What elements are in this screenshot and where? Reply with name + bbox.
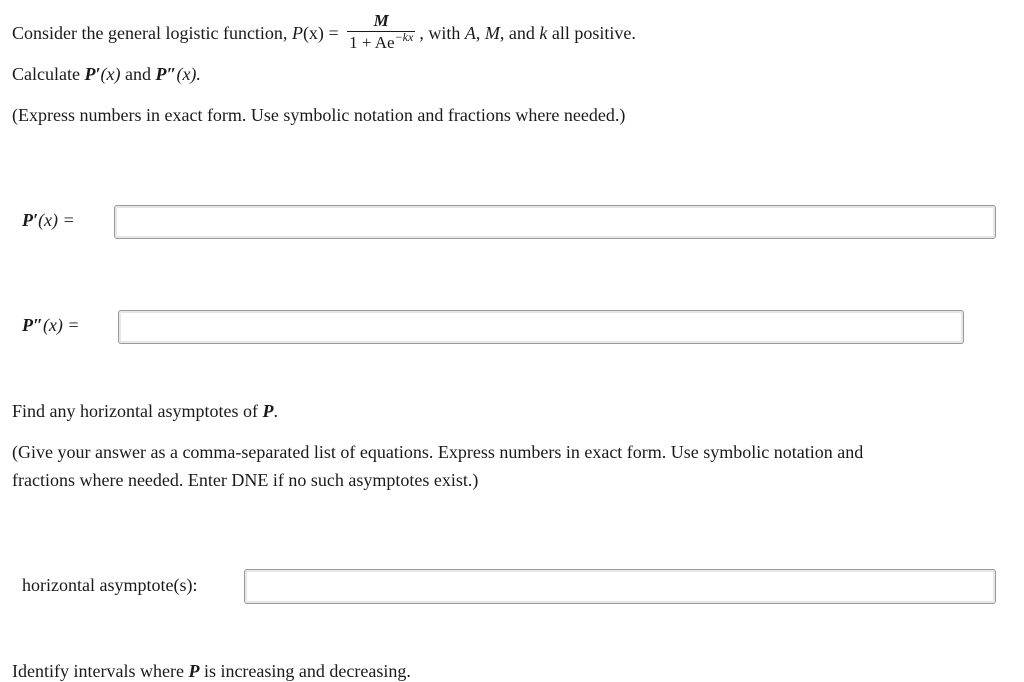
p-prime-symbol: P′: [84, 64, 101, 84]
denominator-exponent: −kx: [394, 30, 414, 44]
question-with: with: [423, 23, 465, 44]
fraction-numerator: M: [347, 11, 415, 32]
first-derivative-symbol: P′: [22, 210, 39, 230]
equals-sign: =: [323, 23, 344, 44]
sep-1: ,: [475, 23, 485, 44]
first-derivative-rest: (x) =: [38, 210, 75, 230]
asymptote-input[interactable]: [244, 569, 996, 604]
sep-2: , and: [499, 23, 540, 44]
part2-instructions-line2: fractions where needed. Enter DNE if no such asymptotes exist.): [12, 470, 479, 490]
p-double-prime-symbol: P″: [155, 64, 177, 84]
part2-p-symbol: P: [262, 401, 274, 421]
var-a: A: [464, 23, 476, 44]
part1-and: and: [120, 64, 156, 84]
p-double-prime-arg: (x).: [176, 64, 201, 84]
comma: ,: [419, 23, 424, 44]
part2-prompt-post: .: [273, 401, 278, 421]
second-derivative-symbol: P″: [22, 315, 43, 335]
second-derivative-rest: (x) =: [42, 315, 80, 335]
question-tail: all positive.: [547, 23, 636, 44]
var-m: M: [484, 23, 500, 44]
function-name: P: [291, 23, 303, 44]
part1-prompt: [12, 63, 201, 85]
part2-prompt: [12, 400, 278, 422]
part2-instructions-line1: (Give your answer as a comma-separated list of equations. Express numbers in exact form. Use symbolic notation and: [12, 442, 864, 462]
part2-prompt-pre: Find any horizontal asymptotes of: [12, 401, 263, 421]
first-derivative-input[interactable]: [114, 205, 996, 239]
fraction-denominator: [347, 32, 415, 55]
question-intro: Consider the general logistic function,: [12, 23, 292, 44]
asymptote-label: horizontal asymptote(s):: [22, 575, 198, 595]
part1-prompt-pre: Calculate: [12, 64, 85, 84]
second-derivative-input[interactable]: [118, 310, 964, 344]
part3-prompt-post: is increasing and decreasing.: [199, 661, 411, 681]
p-prime-arg: (x): [100, 64, 121, 84]
var-k: k: [539, 23, 548, 44]
part1-instructions: (Express numbers in exact form. Use symbolic notation and fractions where needed.): [12, 105, 626, 125]
denominator-base: 1 + Ae: [349, 33, 395, 52]
logistic-fraction: [347, 11, 415, 55]
question-statement: [12, 13, 636, 57]
part3-prompt-pre: Identify intervals where: [12, 661, 189, 681]
part3-p-symbol: P: [188, 661, 200, 681]
function-arg: (x): [302, 23, 324, 44]
second-derivative-label: [22, 315, 80, 336]
part3-prompt: [12, 660, 411, 682]
first-derivative-label: [22, 210, 75, 231]
